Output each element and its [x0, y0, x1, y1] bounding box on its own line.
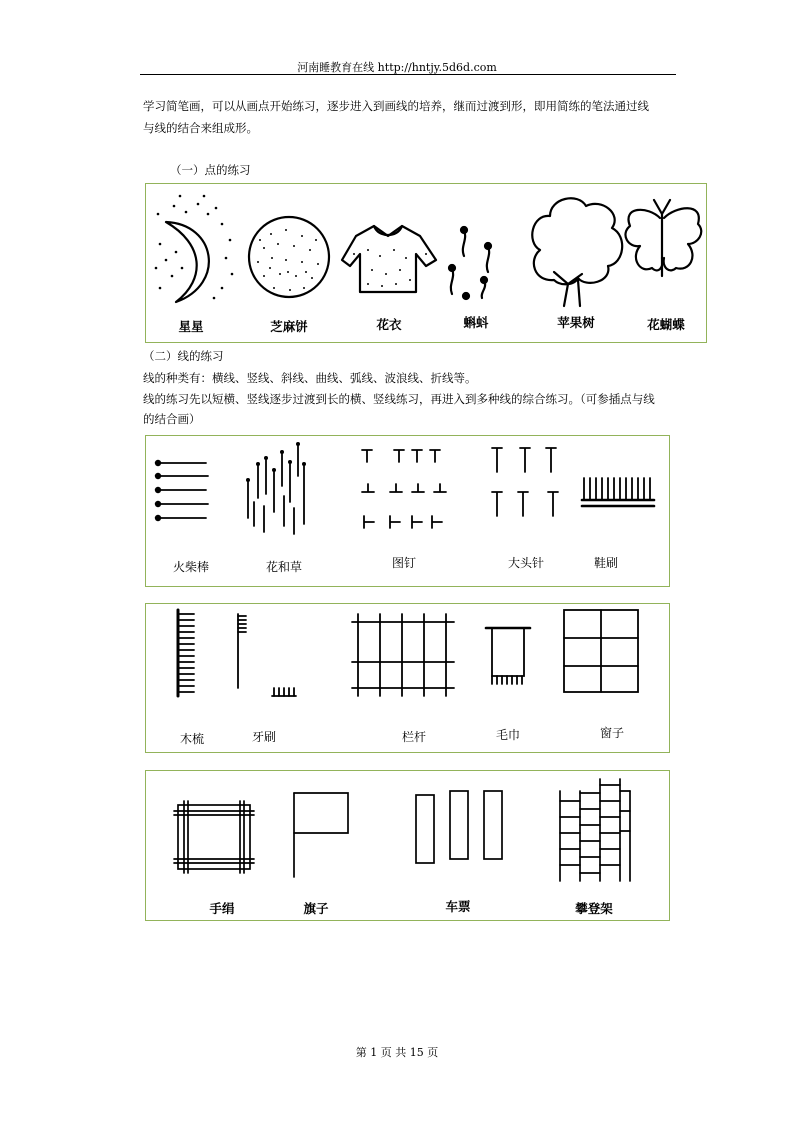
caption-tickets: 车票: [445, 899, 471, 914]
line-practice-panel-1: [145, 435, 670, 587]
line-practice-desc-2: 的结合画）: [143, 412, 201, 426]
tadpoles-drawing: [449, 227, 491, 299]
page-header: 河南睡教育在线 http://hntjy.5d6d.com: [297, 61, 497, 74]
moon-stars-drawing: [155, 195, 234, 302]
caption-stars: 星星: [178, 319, 204, 334]
dot-practice-panel: [145, 183, 707, 343]
matchsticks-drawing: [155, 460, 208, 521]
caption-handkerchief: 手绢: [209, 901, 235, 916]
caption-apple-tree: 苹果树: [557, 315, 595, 330]
flowered-shirt-drawing: [342, 226, 436, 292]
intro-line-2: 与线的结合来组成形。: [143, 121, 258, 135]
handkerchief-drawing: [174, 801, 254, 873]
caption-towel: 毛巾: [495, 728, 521, 742]
apple-tree-drawing: [532, 198, 622, 306]
line-types-text: 线的种类有：横线、竖线、斜线、曲线、弧线、波浪线、折线等。: [143, 371, 477, 385]
caption-railing: 栏杆: [401, 730, 427, 744]
caption-sesame-cake: 芝麻饼: [270, 319, 308, 334]
caption-flowers-grass: 花和草: [265, 560, 303, 574]
caption-butterfly: 花蝴蝶: [647, 317, 685, 332]
comb-drawing: [178, 610, 194, 696]
window-drawing: [564, 610, 638, 692]
header-rule: [140, 74, 676, 75]
caption-pins: 大头针: [507, 556, 545, 570]
railing-drawing: [352, 614, 454, 696]
intro-line-1: 学习简笔画，可以从画点开始练习，逐步进入到画线的培养，继而过渡到形，即用简练的笔法通过线: [143, 99, 649, 113]
dot-practice-drawings: [146, 184, 706, 342]
caption-flag: 旗子: [303, 901, 329, 916]
section-2-title: （二）线的练习: [143, 349, 224, 363]
caption-comb: 木梳: [179, 732, 205, 746]
caption-shoe-brush: 鞋刷: [593, 556, 619, 570]
line-practice-desc-1: 线的练习先以短横、竖线逐步过渡到长的横、竖线练习，再进入到多种线的综合练习。（可参插点与线: [143, 392, 655, 406]
caption-climbing-frame: 攀登架: [575, 901, 613, 916]
caption-tadpoles: 蝌蚪: [463, 315, 489, 330]
sesame-cake-drawing: [249, 217, 329, 297]
pins-drawing: [492, 448, 558, 516]
shoe-brush-drawing: [582, 478, 654, 506]
thumbtacks-drawing: [362, 450, 446, 528]
caption-flowered-shirt: 花衣: [376, 317, 402, 332]
butterfly-drawing: [625, 200, 701, 276]
towel-drawing: [486, 628, 530, 684]
caption-thumbtacks: 图钉: [391, 556, 417, 570]
tickets-drawing: [416, 791, 502, 863]
caption-window: 窗子: [599, 726, 625, 740]
caption-toothbrush: 牙刷: [251, 730, 277, 744]
line-practice-panel-3: [145, 770, 670, 921]
section-1-title: （一）点的练习: [170, 163, 251, 177]
caption-matchsticks: 火柴棒: [172, 560, 210, 574]
line-practice-drawings-3: [146, 771, 669, 920]
climbing-frame-drawing: [560, 779, 630, 881]
page-footer: 第 1 页 共 15 页: [355, 1046, 439, 1059]
flag-drawing: [294, 793, 348, 877]
line-practice-panel-2: [145, 603, 670, 753]
flowers-grass-drawing: [246, 442, 306, 534]
toothbrush-drawing: [238, 614, 296, 696]
